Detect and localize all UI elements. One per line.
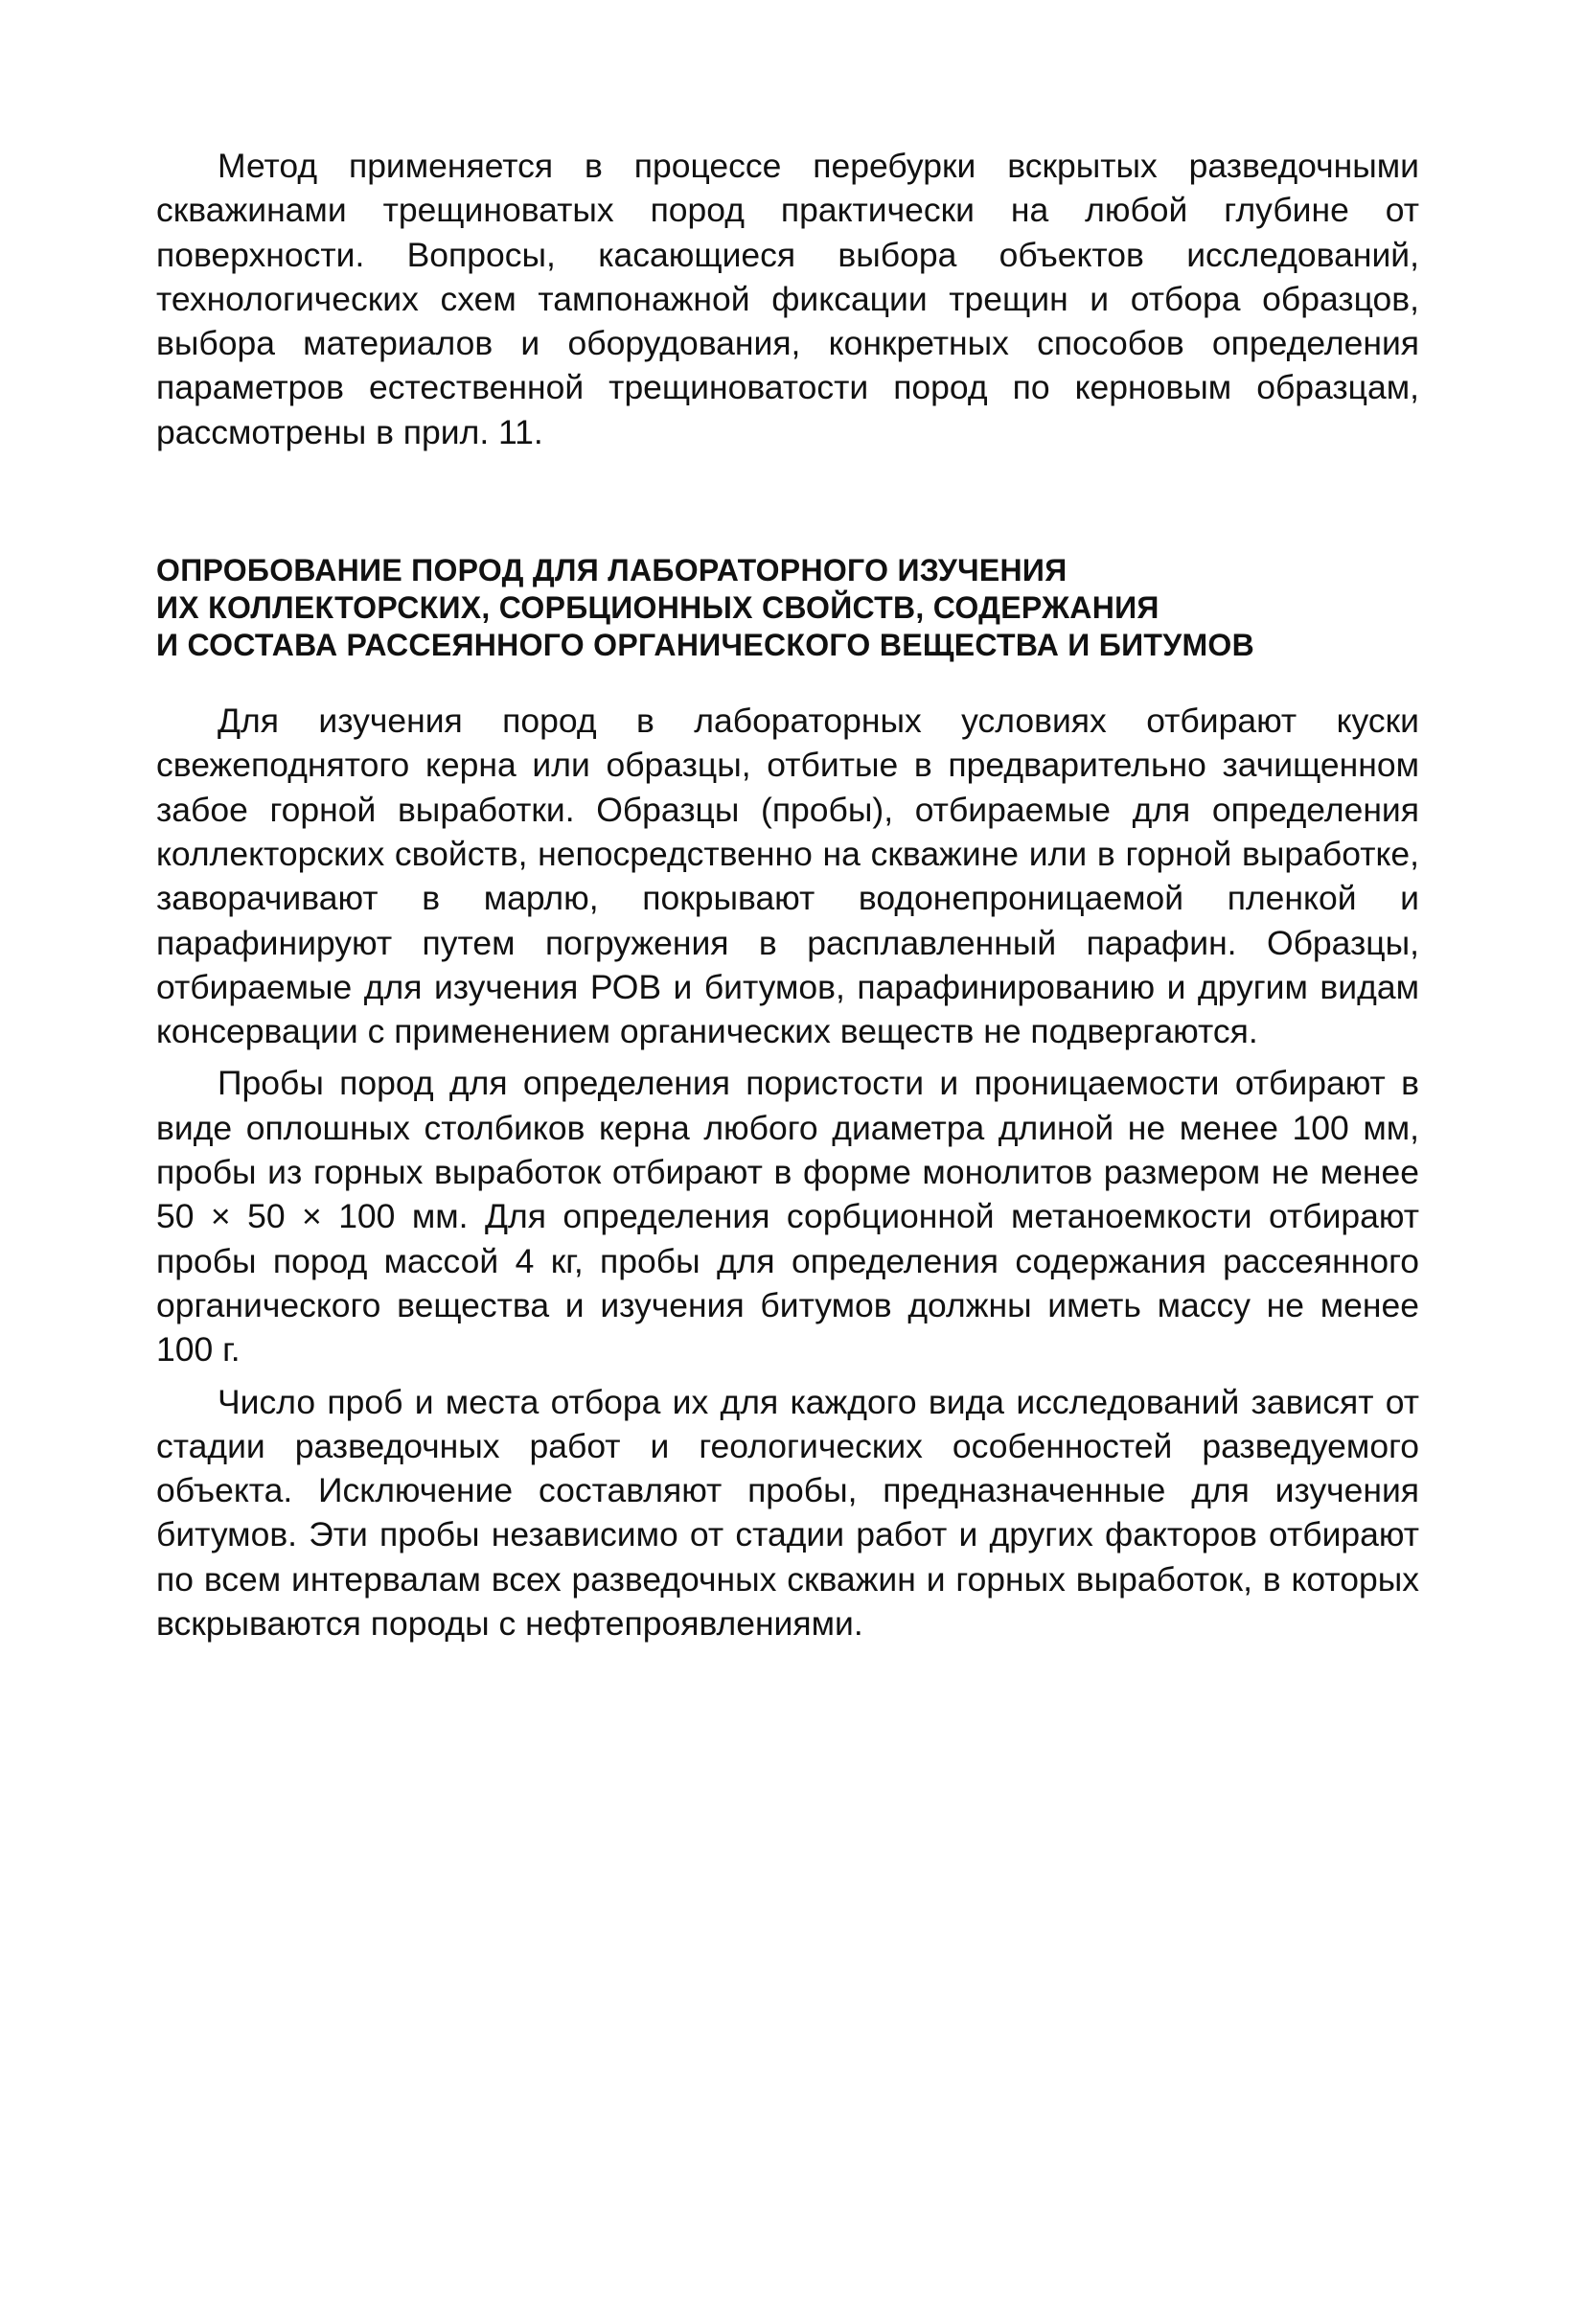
section-heading-line-3: И СОСТАВА РАССЕЯННОГО ОРГАНИЧЕСКОГО ВЕЩЕСТВА И БИТУМОВ — [156, 628, 1254, 663]
section-heading-line-2: ИХ КОЛЛЕКТОРСКИХ, СОРБЦИОННЫХ СВОЙСТВ, СОДЕРЖАНИЯ — [156, 590, 1159, 626]
section-heading — [156, 552, 1419, 664]
body-paragraph-sample-count: Число проб и места отбора их для каждого вида исследований зависят от стадии разведочных работ и геологических особенностей разведуемого объекта. Исключение составляют пробы, предназначенные для изучения битумов. Эти пробы независимо от стадии работ и других факторов отбирают по всем интервалам всех разведочных скважин и горных выработок, в которых вскрываются породы с нефтепроявлениями. — [156, 1382, 1419, 1644]
section-heading-line-1: ОПРОБОВАНИЕ ПОРОД ДЛЯ ЛАБОРАТОРНОГО ИЗУЧЕНИЯ — [156, 553, 1067, 588]
body-paragraph-sampling: Для изучения пород в лабораторных условиях отбирают куски свежеподнятого керна или образцы, отбитые в предварительно зачищенном забое горной выработки. Образцы (пробы), отбираемые для определения коллекторских свойств, непосредственно на скважине или в горной выработке, заворачивают в марлю, покрывают водонепроницаемой пленкой и парафинируют путем погружения в расплавленный парафин. Образцы, отбираемые для изучения РОВ и битумов, парафинированию и другим видам консервации с применением органических веществ не подвергаются. — [156, 702, 1419, 1051]
document-page — [156, 144, 1419, 1645]
intro-paragraph: Метод применяется в процессе перебурки вскрытых разведочными скважинами трещиноватых пород практически на любой глубине от поверхности. Вопросы, касающиеся выбора объектов исследований, технологических схем тампонажной фиксации трещин и отбора образцов, выбора материалов и оборудования, конкретных способов определения параметров естественной трещиноватости пород по керновым образцам, рассмотрены в прил. 11. — [156, 147, 1419, 451]
body-paragraph-sample-sizes: Пробы пород для определения пористости и проницаемости отбирают в виде оплошных столбиков керна любого диаметра длиной не менее 100 мм, пробы из горных выработок отбирают в форме монолитов размером не менее 50 × 50 × 100 мм. Для определения сорбционной метаноемкости отбирают пробы пород массой 4 кг, пробы для определения содержания рассеянного органического вещества и изучения битумов должны иметь массу не менее 100 г. — [156, 1064, 1419, 1369]
